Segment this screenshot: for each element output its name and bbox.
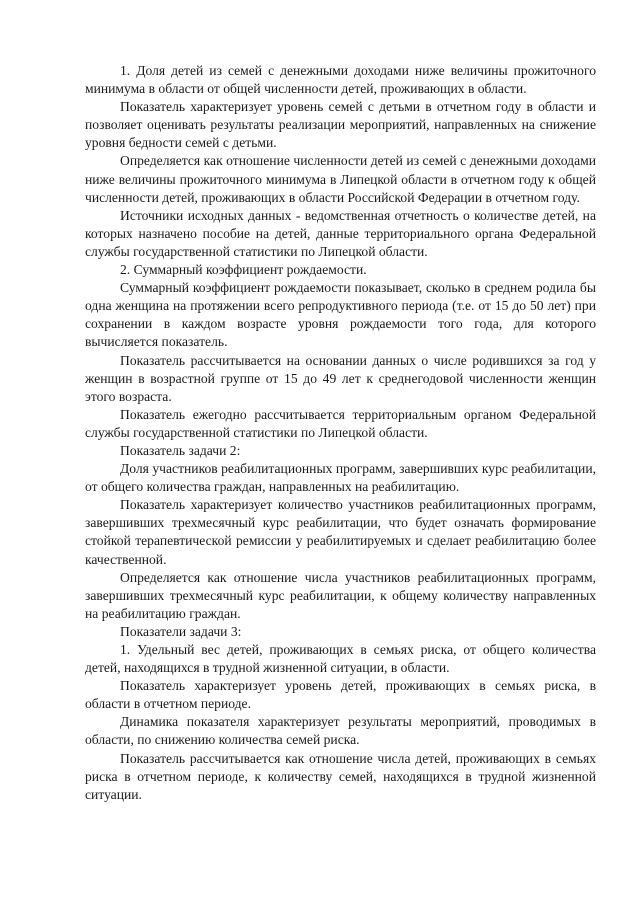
paragraph-fertility-rate-responsible: Показатель ежегодно рассчитывается территориальным органом Федеральной службы государственной статистики по Липецкой области. bbox=[85, 406, 596, 440]
paragraph-risk-families-indicator-description: Показатель характеризует уровень детей, проживающих в семьях риска, в области в отчетном периоде. bbox=[85, 678, 596, 712]
paragraph-rehabilitation-indicator-title: Доля участников реабилитационных программ, завершивших курс реабилитации, от общего количества граждан, направленных на реабилитацию. bbox=[85, 461, 596, 495]
paragraph-rehabilitation-indicator-description: Показатель характеризует количество участников реабилитационных программ, завершивших трехмесячный курс реабилитации, что будет означать формирование стойкой терапевтической ремиссии у реабилитируемых и сделает реабилитацию более качественной. bbox=[85, 497, 596, 567]
paragraph-risk-families-indicator-dynamics: Динамика показателя характеризует результаты мероприятий, проводимых в области, по снижению количества семей риска. bbox=[85, 714, 596, 748]
paragraph-indicator-child-poverty-definition: Определяется как отношение численности детей из семей с денежными доходами ниже величины прожиточного минимума в Липецкой области в отчетном году к общей численности детей, проживающих в области Российской Федерации в отчетном году. bbox=[85, 153, 596, 205]
paragraph-fertility-rate-title: 2. Суммарный коэффициент рождаемости. bbox=[120, 262, 367, 278]
paragraph-indicator-child-poverty-title: 1. Доля детей из семей с денежными доходами ниже величины прожиточного минимума в области от общей численности детей, проживающих в области. bbox=[85, 63, 596, 97]
paragraph-task-3-heading: Показатели задачи 3: bbox=[120, 623, 242, 639]
document-body bbox=[85, 62, 596, 804]
paragraph-task-2-heading: Показатель задачи 2: bbox=[120, 442, 241, 458]
paragraph-indicator-child-poverty-description: Показатель характеризует уровень семей с детьми в отчетном году в области и позволяет оценивать результаты реализации мероприятий, направленных на снижение уровня бедности семей с детьми. bbox=[85, 99, 596, 151]
paragraph-fertility-rate-calculation: Показатель рассчитывается на основании данных о числе родившихся за год у женщин в возрастной группе от 15 до 49 лет к среднегодовой численности женщин этого возраста. bbox=[85, 352, 596, 404]
paragraph-rehabilitation-indicator-definition: Определяется как отношение числа участников реабилитационных программ, завершивших трехмесячный курс реабилитации, к общему количеству направленных на реабилитацию граждан. bbox=[85, 569, 596, 621]
paragraph-risk-families-indicator-title: 1. Удельный вес детей, проживающих в семьях риска, от общего количества детей, находящихся в трудной жизненной ситуации, в области. bbox=[85, 642, 596, 676]
paragraph-indicator-child-poverty-sources: Источники исходных данных - ведомственная отчетность о количестве детей, на которых назначено пособие на детей, данные территориального органа Федеральной службы государственной статистики по Липецкой области. bbox=[85, 207, 596, 259]
paragraph-fertility-rate-description: Суммарный коэффициент рождаемости показывает, сколько в среднем родила бы одна женщина на протяжении всего репродуктивного периода (т.е. от 15 до 50 лет) при сохранении в каждом возрасте уровня рождаемости того года, для которого вычисляется показатель. bbox=[85, 280, 596, 350]
paragraph-risk-families-indicator-calculation: Показатель рассчитывается как отношение числа детей, проживающих в семьях риска в отчетном периоде, к количеству семей, находящихся в трудной жизненной ситуации. bbox=[85, 750, 596, 802]
